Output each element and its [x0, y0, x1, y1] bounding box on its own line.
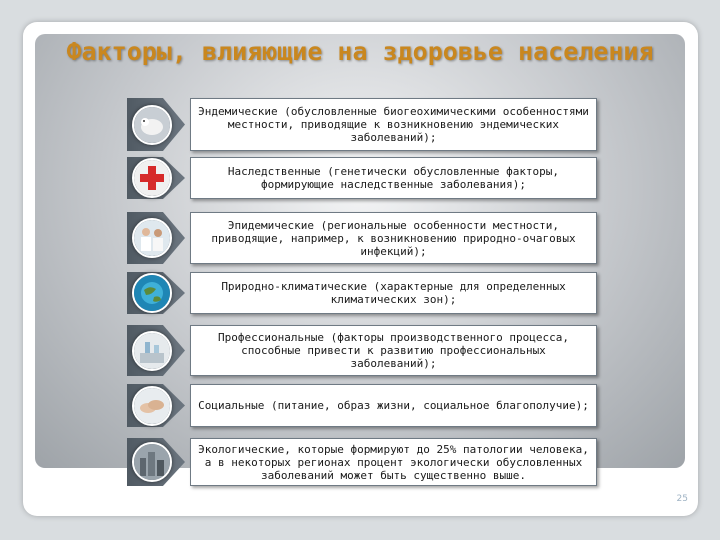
factor-text-box: [190, 384, 597, 427]
factor-text-box: [190, 272, 597, 314]
factor-item-epidemic: [127, 212, 597, 264]
factor-text: Природно-климатические (характерные для определенных климатических зон);: [221, 280, 566, 306]
factor-text: Профессиональные (факторы производственного процесса, способные привести к развитию профессиональных заболеваний);: [218, 331, 569, 370]
factor-text: Наследственные (генетически обусловленные факторы, формирующие наследственные заболевания);: [227, 165, 560, 191]
factor-text-box: [190, 212, 597, 264]
laboratory-icon: [132, 331, 172, 371]
factor-item-climatic: [127, 272, 597, 314]
city-icon: [132, 442, 172, 482]
factor-item-hereditary: [127, 157, 597, 199]
rat-icon: [132, 105, 172, 145]
globe-icon: [132, 273, 172, 313]
doctors-icon: [132, 218, 172, 258]
factor-item-ecological: [127, 438, 597, 486]
factor-text: Эпидемические (региональные особенности местности, приводящие, например, к возникновению природно-очаговых инфекций);: [211, 218, 576, 258]
medical-cross-icon: [132, 158, 172, 198]
factor-text: Социальные (питание, образ жизни, социальное благополучие);: [198, 399, 589, 412]
slide-title: Факторы, влияющие на здоровье населения: [66, 37, 654, 66]
factor-item-professional: [127, 325, 597, 376]
page-number: 25: [676, 494, 688, 504]
factor-item-endemic: [127, 98, 597, 151]
factor-text: Экологические, которые формируют до 25% патологии человека, а в некоторых регионах процент экологически обусловленных заболеваний может быть существенно выше.: [198, 442, 589, 482]
hands-icon: [132, 386, 172, 426]
factor-text-box: [190, 157, 597, 199]
factor-text-box: [190, 98, 597, 151]
factor-text-box: [190, 438, 597, 486]
factor-text: Эндемические (обусловленные биогеохимическими особенностями местности, приводящие к возникновению эндемических заболеваний);: [198, 105, 589, 144]
factor-item-social: [127, 384, 597, 427]
factor-text-box: [190, 325, 597, 376]
